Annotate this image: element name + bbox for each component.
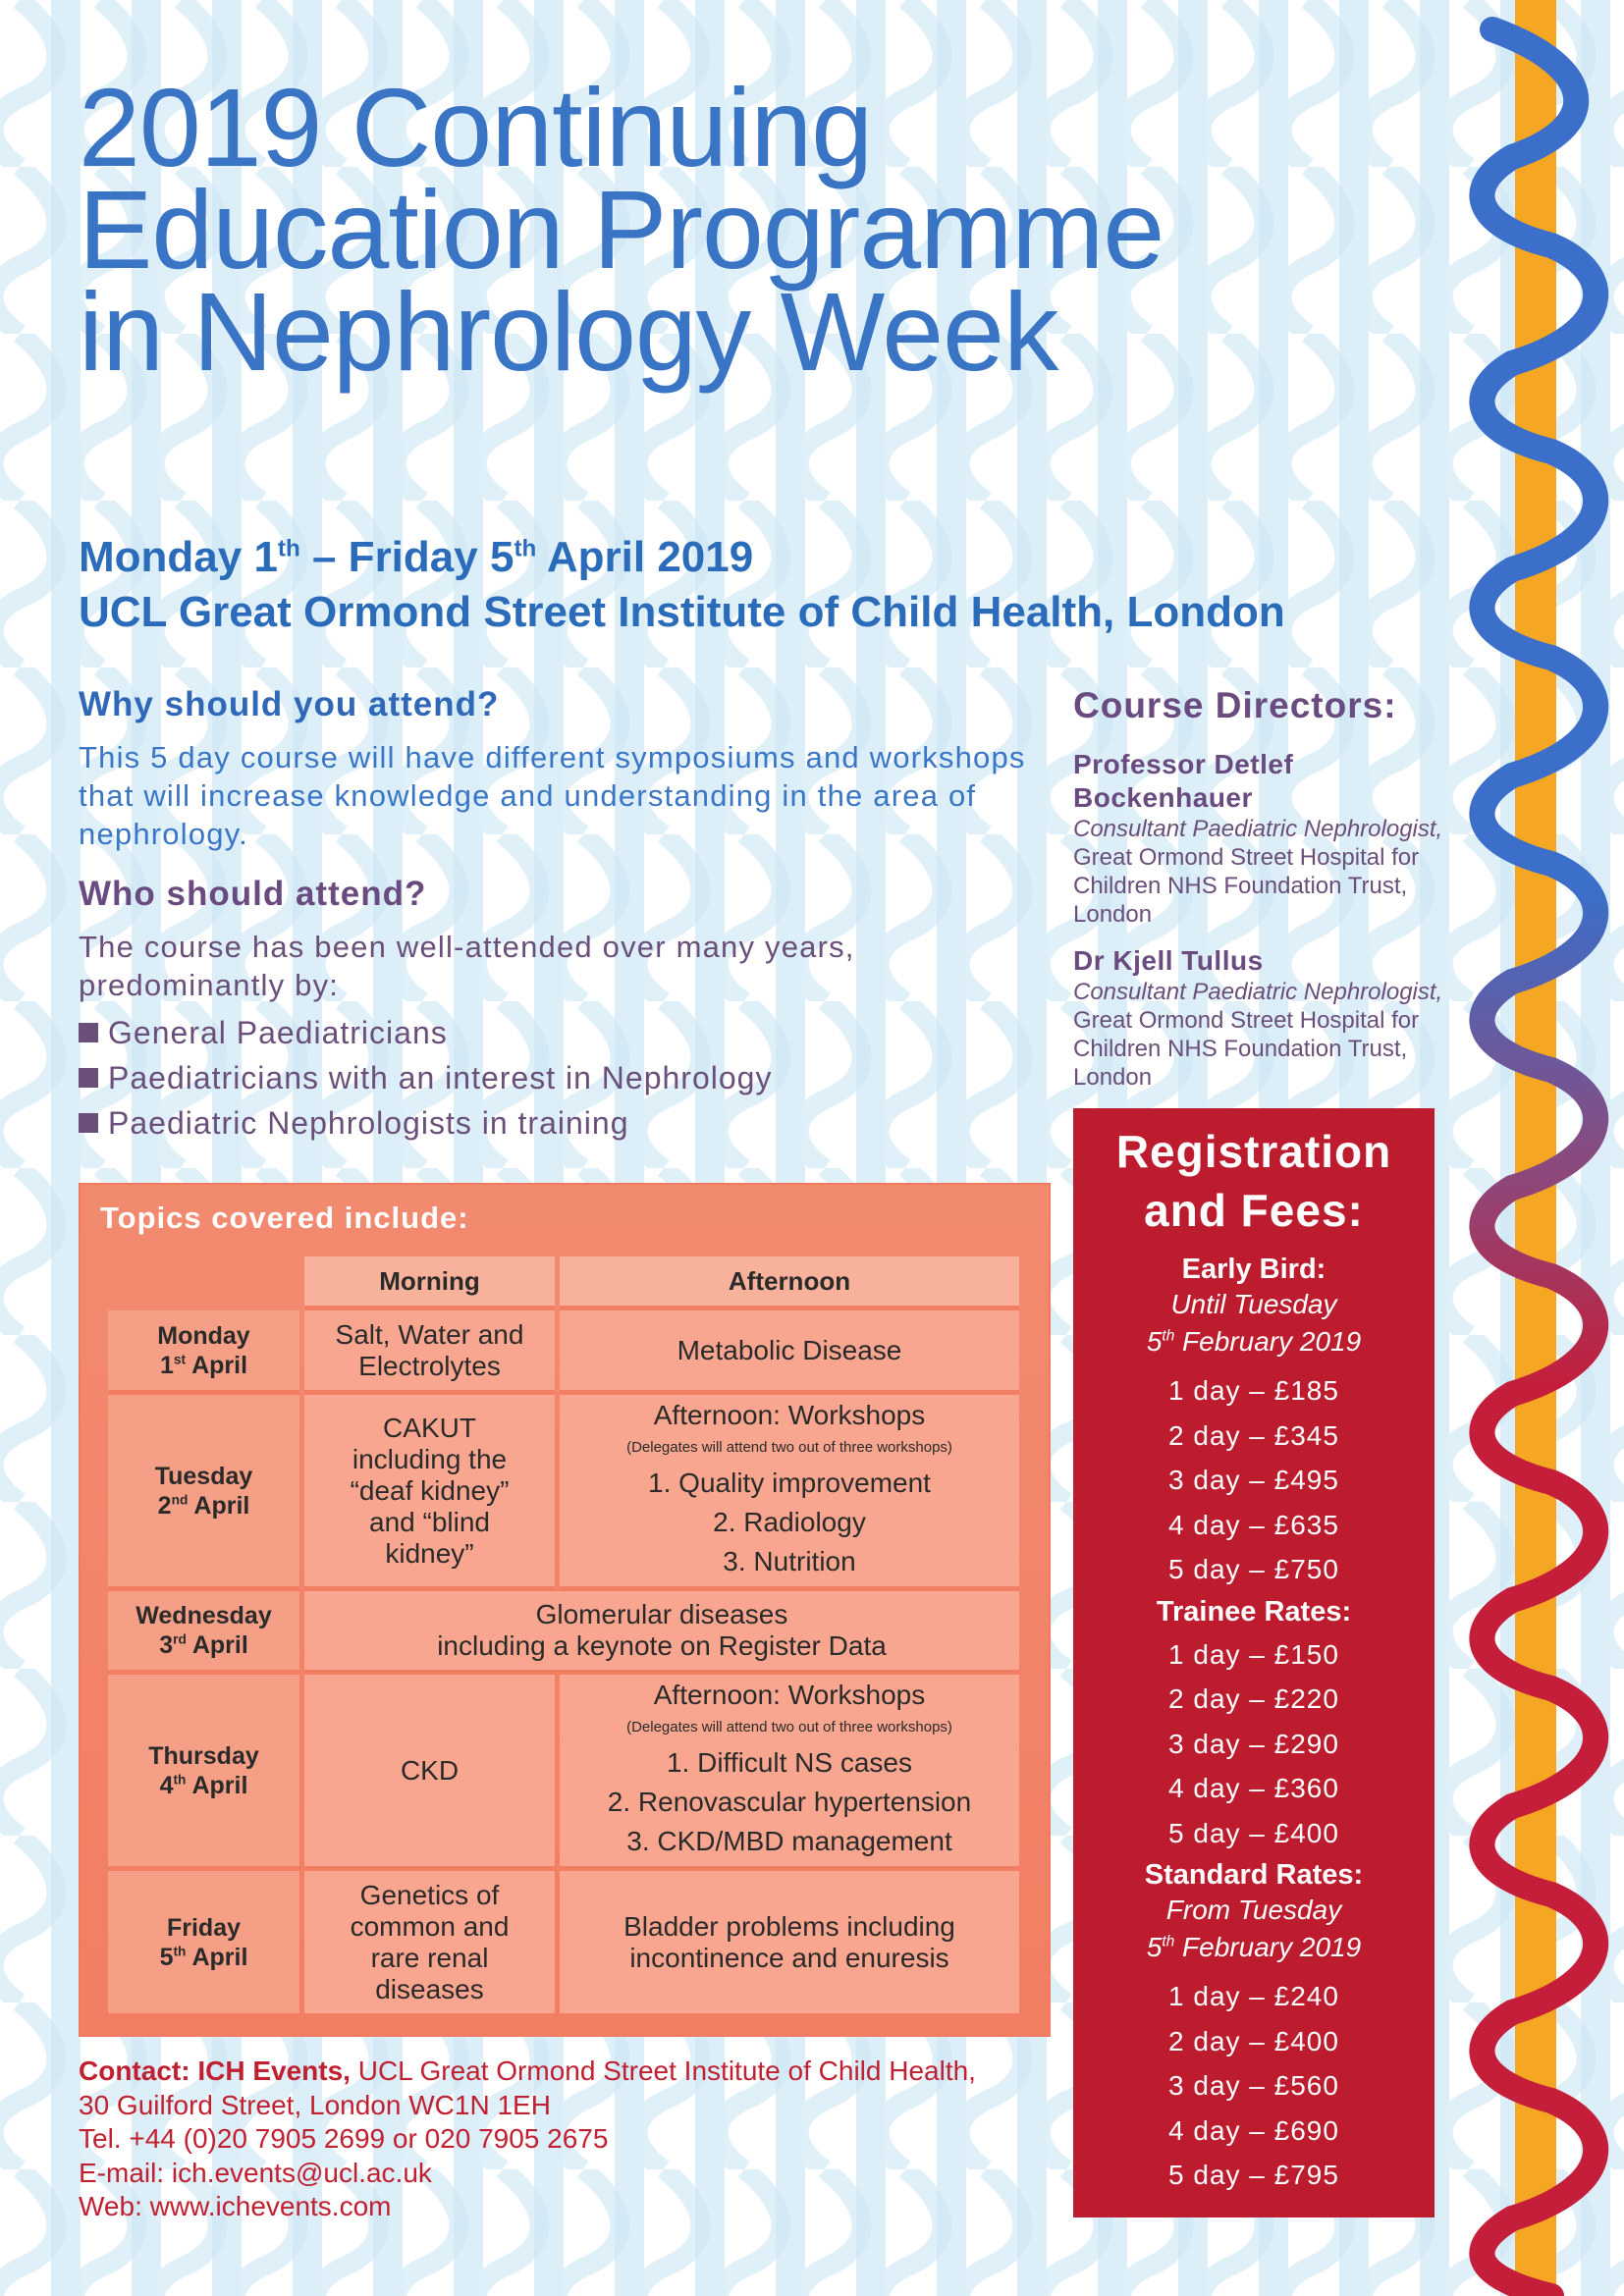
list-item [79, 1100, 1060, 1146]
cell-line: Glomerular diseases [535, 1599, 788, 1629]
table-corner [108, 1256, 299, 1310]
standard-from: From Tuesday [1165, 1895, 1342, 1925]
cell-line: and “blind [369, 1506, 490, 1537]
trainee-fees [1073, 1632, 1435, 1856]
standard-date [1073, 1929, 1435, 1966]
square-bullet-icon [79, 1113, 98, 1133]
fee-item: 4 day – £635 [1168, 1509, 1339, 1540]
why-heading: Why should you attend? [79, 685, 500, 723]
director-affiliation: Great Ormond Street Hospital for Children NHS Foundation Trust, London [1073, 1007, 1420, 1091]
audience-list [79, 1010, 1060, 1146]
day-cell [108, 1395, 299, 1591]
day-cell [108, 1871, 299, 2018]
title-line: Education Programme [79, 168, 1164, 292]
date-text: April [188, 1491, 250, 1520]
workshop-item: 3. CKD/MBD management [626, 1826, 952, 1856]
registration-heading-line: and Fees: [1144, 1185, 1364, 1236]
date-sup: th [173, 1772, 187, 1788]
who-body: The course has been well-attended over many years, predominantly by: [79, 930, 855, 1002]
topics-heading: Topics covered include: [100, 1201, 469, 1235]
early-bird-fees [1073, 1368, 1435, 1592]
table-header-row [108, 1256, 1019, 1310]
full-day-cell [304, 1591, 1019, 1675]
workshop-item: 3. Nutrition [723, 1546, 856, 1576]
contact-address: 30 Guilford Street, London WC1N 1EH [79, 2089, 551, 2120]
day-name: Wednesday [135, 1602, 272, 1629]
director-name: Professor Detlef Bockenhauer [1073, 749, 1294, 813]
date-sup: rd [173, 1631, 187, 1647]
workshop-item: 1. Quality improvement [648, 1468, 931, 1498]
table-row [108, 1310, 1019, 1395]
directors-heading: Course Directors: [1073, 685, 1397, 725]
event-venue: UCL Great Ormond Street Institute of Child Health, London [79, 588, 1285, 636]
day-cell [108, 1591, 299, 1675]
date-text: April 2019 [536, 533, 754, 581]
early-bird-heading: Early Bird: [1181, 1254, 1326, 1285]
early-bird-until: Until Tuesday [1170, 1289, 1337, 1319]
column-header-afternoon: Afternoon [560, 1256, 1019, 1310]
fee-item: 3 day – £495 [1168, 1465, 1339, 1495]
date-text: February 2019 [1174, 1932, 1362, 1962]
cell-line: kidney” [385, 1537, 474, 1569]
day-date [108, 1351, 299, 1380]
date-text: – Friday 5 [299, 533, 514, 581]
cell-line: including a keynote on Register Data [437, 1630, 887, 1661]
afternoon-cell [560, 1871, 1019, 2018]
cell-line: diseases [375, 1973, 484, 2004]
contact-line [79, 2055, 1060, 2089]
director-affiliation: Great Ormond Street Hospital for Children NHS Foundation Trust, London [1073, 844, 1420, 928]
title-line: in Nephrology Week [79, 270, 1058, 394]
date-sup: th [277, 535, 300, 562]
trainee-heading: Trainee Rates: [1156, 1595, 1352, 1628]
table-row [108, 1591, 1019, 1675]
date-text: 5 [1146, 1326, 1163, 1357]
date-text: February 2019 [1174, 1326, 1362, 1357]
cell-line: Salt, Water and [335, 1318, 524, 1350]
cell-line: common and [350, 1910, 510, 1942]
list-item-text: Paediatricians with an interest in Nephrology [108, 1060, 773, 1095]
afternoon-cell: Metabolic Disease [560, 1310, 1019, 1395]
fee-item: 5 day – £400 [1168, 1817, 1339, 1848]
contact-phone: Tel. +44 (0)20 7905 2699 or 020 7905 2675 [79, 2123, 609, 2154]
date-text: 4 [159, 1771, 174, 1799]
cell-line: Electrolytes [358, 1350, 501, 1381]
why-body: This 5 day course will have different symposiums and workshops that will increase knowledge and understanding in the area of nephrology. [79, 740, 1026, 851]
standard-fees [1073, 1974, 1435, 2198]
day-date [108, 1491, 299, 1521]
director-name: Dr Kjell Tullus [1073, 945, 1264, 976]
date-sup: nd [171, 1492, 189, 1508]
attendance-info [79, 685, 1060, 1146]
fee-item: 1 day – £240 [1168, 1981, 1339, 2011]
day-cell [108, 1675, 299, 1871]
fee-item: 2 day – £345 [1168, 1419, 1339, 1451]
early-bird-date [1073, 1323, 1435, 1361]
fee-item: 3 day – £560 [1168, 2070, 1339, 2101]
date-sup: th [514, 535, 537, 562]
day-date [108, 1771, 299, 1800]
cell-line: Bladder problems including [623, 1910, 955, 1942]
contact-org: UCL Great Ormond Street Institute of Child Health, [350, 2056, 976, 2086]
workshop-title: Afternoon: Workshops [653, 1400, 926, 1430]
day-date [108, 1630, 299, 1660]
event-dates [79, 530, 1453, 585]
morning-cell [304, 1395, 555, 1591]
contact-label: Contact: ICH Events, [79, 2056, 351, 2086]
fee-item: 3 day – £290 [1168, 1728, 1339, 1759]
square-bullet-icon [79, 1068, 98, 1088]
table-row [108, 1395, 1019, 1591]
registration-fees-panel [1073, 1108, 1435, 2217]
afternoon-cell [560, 1675, 1019, 1871]
date-text: 1 [159, 1351, 174, 1379]
cell-line: rare renal [370, 1942, 489, 1973]
title-line: 2019 Continuing [79, 66, 873, 189]
topics-panel [79, 1183, 1051, 2037]
afternoon-cell [560, 1395, 1019, 1591]
day-name: Thursday [148, 1741, 259, 1770]
fee-item: 4 day – £690 [1168, 2114, 1339, 2146]
date-text: 2 [157, 1491, 172, 1520]
morning-cell [304, 1310, 555, 1395]
contact-web[interactable]: Web: www.ichevents.com [79, 2191, 392, 2221]
workshop-item: 2. Radiology [713, 1507, 866, 1537]
date-text: 3 [159, 1631, 174, 1659]
day-name: Tuesday [154, 1462, 253, 1490]
director-title: Consultant Paediatric Nephrologist, [1073, 816, 1443, 842]
fee-item: 5 day – £750 [1168, 1554, 1339, 1584]
list-item [79, 1055, 1060, 1100]
date-text: April [186, 1771, 248, 1799]
topics-table [103, 1256, 1024, 2018]
registration-heading [1073, 1122, 1435, 1240]
morning-cell: CKD [304, 1675, 555, 1871]
column-header-morning: Morning [304, 1256, 555, 1310]
table-row [108, 1871, 1019, 2018]
director-entry [1073, 944, 1446, 1092]
contact-email[interactable]: E-mail: ich.events@ucl.ac.uk [79, 2157, 432, 2188]
fee-item: 2 day – £220 [1168, 1683, 1339, 1714]
day-date [108, 1943, 299, 1972]
cell-line: Genetics of [359, 1879, 500, 1910]
director-title: Consultant Paediatric Nephrologist, [1073, 979, 1443, 1005]
fee-item: 1 day – £150 [1168, 1638, 1339, 1670]
who-heading: Who should attend? [79, 875, 427, 913]
workshop-title: Afternoon: Workshops [653, 1680, 926, 1710]
list-item-text: Paediatric Nephrologists in training [108, 1105, 629, 1141]
contact-info [79, 2055, 1060, 2224]
list-item [79, 1010, 1060, 1055]
fee-item: 4 day – £360 [1168, 1773, 1339, 1803]
date-text: 5 [1146, 1932, 1163, 1962]
workshop-note: (Delegates will attend two out of three workshops) [626, 1439, 952, 1456]
cell-line: CAKUT [383, 1412, 476, 1443]
director-entry [1073, 748, 1446, 929]
date-sup: th [1162, 1933, 1175, 1950]
day-name: Monday [157, 1321, 250, 1350]
table-row [108, 1675, 1019, 1871]
fee-item: 2 day – £400 [1168, 2025, 1339, 2056]
registration-heading-line: Registration [1115, 1126, 1392, 1177]
date-text: Monday 1 [79, 533, 278, 581]
fee-item: 1 day – £185 [1168, 1375, 1339, 1406]
square-bullet-icon [79, 1023, 98, 1042]
list-item-text: General Paediatricians [108, 1015, 448, 1050]
cell-line: including the [352, 1443, 508, 1474]
page-title [79, 66, 1473, 394]
day-cell [108, 1310, 299, 1395]
date-sup: th [173, 1944, 187, 1959]
director-role [1073, 815, 1446, 929]
event-dates-venue [79, 530, 1453, 640]
workshop-note: (Delegates will attend two out of three workshops) [626, 1719, 952, 1735]
date-text: April [186, 1631, 248, 1659]
date-sup: th [1162, 1327, 1175, 1345]
morning-cell [304, 1871, 555, 2018]
workshop-item: 2. Renovascular hypertension [607, 1787, 972, 1817]
course-directors [1073, 685, 1446, 1107]
date-sup: st [173, 1352, 187, 1367]
workshop-item: 1. Difficult NS cases [666, 1747, 913, 1778]
day-name: Friday [166, 1913, 242, 1942]
date-text: 5 [159, 1943, 174, 1971]
cell-line: “deaf kidney” [350, 1474, 510, 1506]
fee-item: 5 day – £795 [1168, 2160, 1339, 2190]
director-role [1073, 978, 1446, 1092]
standard-heading: Standard Rates: [1144, 1859, 1364, 1891]
cell-line: incontinence and enuresis [629, 1942, 949, 1973]
date-text: April [186, 1943, 248, 1971]
date-text: April [186, 1351, 248, 1379]
